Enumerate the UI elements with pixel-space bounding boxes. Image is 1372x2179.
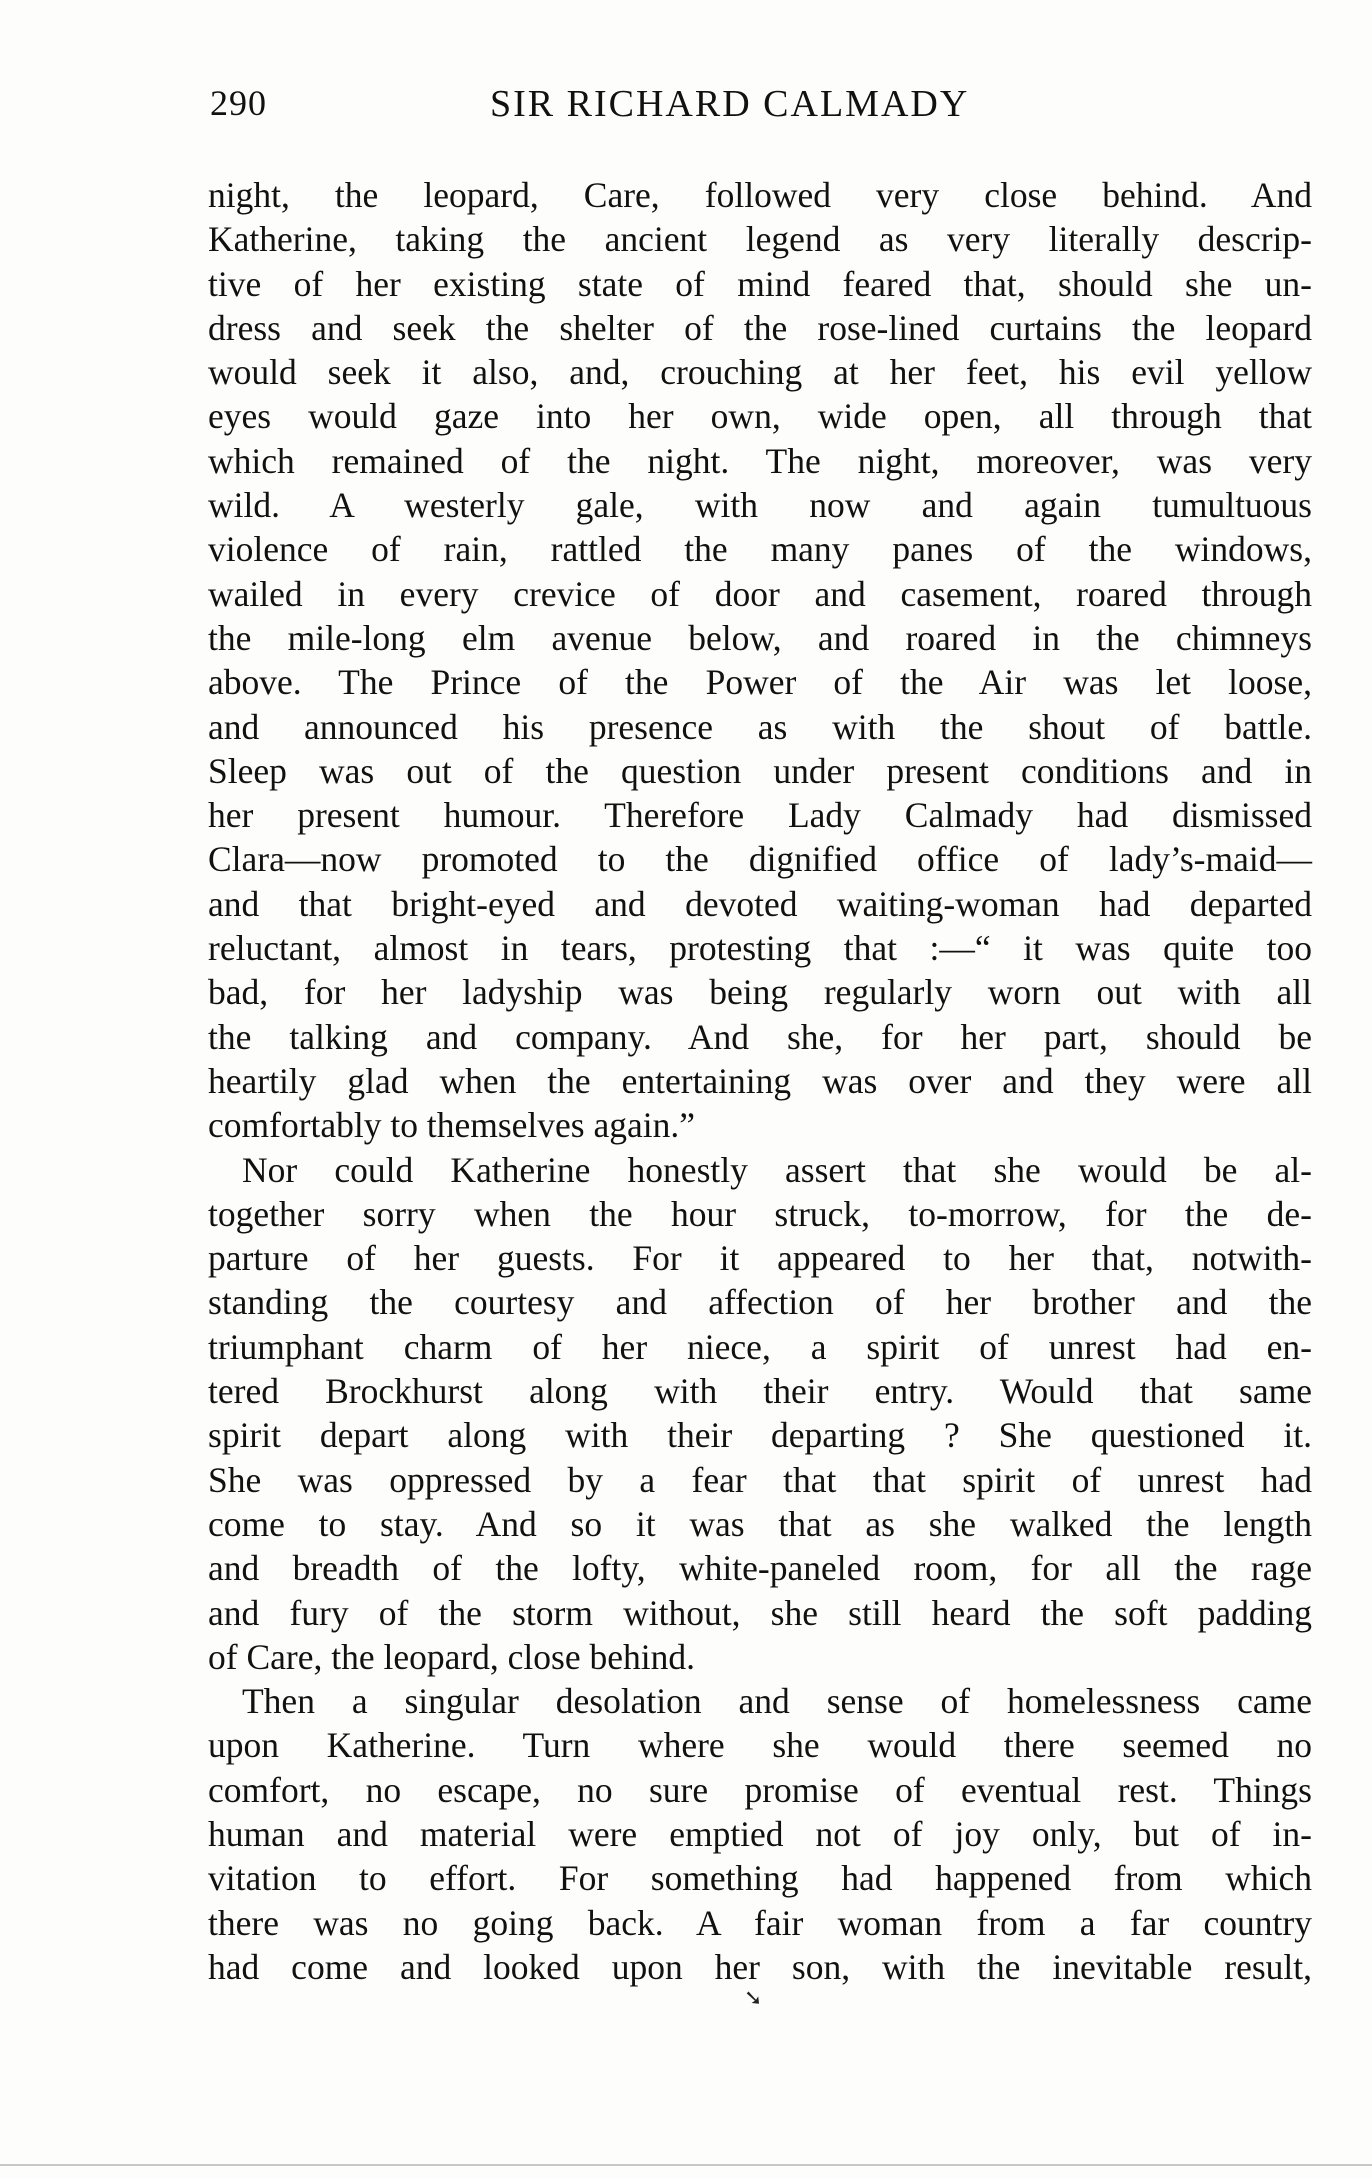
text-line: would seek it also, and, crouching at her feet, his evil yellow — [208, 352, 1312, 393]
text-line: upon Katherine. Turn where she would there seemed no — [208, 1725, 1312, 1766]
text-line: tered Brockhurst along with their entry. Would that same — [208, 1371, 1312, 1412]
text-line: and breadth of the lofty, white-paneled room, for all the rage — [208, 1548, 1312, 1589]
text-line: comfort, no escape, no sure promise of eventual rest. Things — [208, 1769, 1312, 1810]
text-line: come to stay. And so it was that as she walked the length — [208, 1503, 1312, 1544]
page-header — [210, 82, 1320, 132]
text-line: spirit depart along with their departing ? She questioned it. — [208, 1415, 1312, 1456]
text-line: vitation to effort. For something had happened from which — [208, 1858, 1312, 1899]
paragraph-end-line: comfortably to themselves again.” — [208, 1105, 695, 1146]
text-line: night, the leopard, Care, followed very close behind. And — [208, 175, 1312, 215]
text-line: violence of rain, rattled the many panes of the windows, — [208, 529, 1312, 570]
text-line: heartily glad when the entertaining was over and they were all — [208, 1060, 1312, 1101]
text-line: the mile-long elm avenue below, and roared in the chimneys — [208, 617, 1312, 658]
running-title: SIR RICHARD CALMADY — [490, 83, 970, 125]
text-line: dress and seek the shelter of the rose-lined curtains the leopard — [208, 307, 1312, 348]
text-line: the talking and company. And she, for her part, should be — [208, 1016, 1312, 1057]
text-line: had come and looked upon her son, with the inevitable result, — [208, 1946, 1312, 1987]
text-line: and announced his presence as with the shout of battle. — [208, 706, 1312, 747]
text-line: which remained of the night. The night, moreover, was very — [208, 440, 1312, 481]
text-line: wailed in every crevice of door and casement, roared through — [208, 573, 1312, 614]
page-number: 290 — [210, 83, 267, 123]
paragraph-end-line: of Care, the leopard, close behind. — [208, 1636, 695, 1677]
text-line: together sorry when the hour struck, to-morrow, for the de- — [208, 1193, 1312, 1234]
text-line: there was no going back. A fair woman from a far country — [208, 1902, 1312, 1943]
text-line: triumphant charm of her niece, a spirit of unrest had en- — [208, 1326, 1312, 1367]
text-line: parture of her guests. For it appeared to her that, notwith- — [208, 1238, 1312, 1279]
text-line: Sleep was out of the question under present conditions and in — [208, 750, 1312, 791]
text-line: her present humour. Therefore Lady Calmady had dismissed — [208, 795, 1312, 836]
text-line: Clara—now promoted to the dignified office of lady’s-maid— — [208, 839, 1312, 880]
text-line: reluctant, almost in tears, protesting that :—“ it was quite too — [208, 928, 1312, 969]
text-line: human and material were emptied not of joy only, but of in- — [208, 1813, 1312, 1854]
text-line: and that bright-eyed and devoted waiting-woman had departed — [208, 883, 1312, 924]
text-line: standing the courtesy and affection of her brother and the — [208, 1282, 1312, 1323]
text-line: tive of her existing state of mind feared that, should she un- — [208, 263, 1312, 304]
page-bottom-edge — [0, 2164, 1372, 2166]
text-line: and fury of the storm without, she still heard the soft padding — [208, 1592, 1312, 1633]
text-line: Katherine, taking the ancient legend as very literally descrip- — [208, 219, 1312, 260]
body-text — [208, 173, 1312, 1989]
paragraph-start-line: Then a singular desolation and sense of homelessness came — [242, 1681, 1312, 1722]
text-line: above. The Prince of the Power of the Air was let loose, — [208, 662, 1312, 703]
paragraph-start-line: Nor could Katherine honestly assert that she would be al- — [242, 1149, 1312, 1190]
text-line: She was oppressed by a fear that that spirit of unrest had — [208, 1459, 1312, 1500]
text-line: eyes would gaze into her own, wide open, all through that — [208, 396, 1312, 437]
text-line: bad, for her ladyship was being regularly worn out with all — [208, 972, 1312, 1013]
text-line: wild. A westerly gale, with now and again tumultuous — [208, 485, 1312, 526]
printer-mark: ➘ — [744, 1985, 763, 2010]
